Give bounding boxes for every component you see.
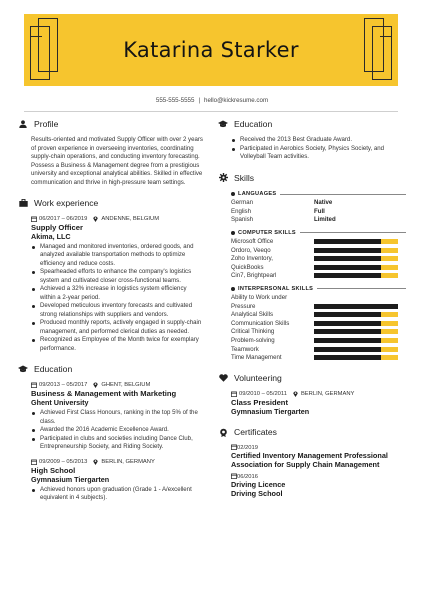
skill-level-bar — [314, 273, 398, 278]
skill-level-fill — [314, 329, 381, 334]
job-role: Supply Officer — [31, 222, 83, 232]
list-item: Recognized as Employee of the Month twice for exemplary performance. — [31, 336, 203, 353]
skill-row — [218, 237, 406, 246]
education-title: Education — [34, 364, 73, 375]
education-school: Gymnasium Tiergarten — [31, 474, 110, 484]
skill-level-fill — [314, 256, 381, 261]
education-heading — [18, 363, 203, 375]
skill-level-bar — [314, 338, 398, 343]
skill-level-bar — [314, 304, 398, 309]
certificate-name: Certified Inventory Management Professional — [231, 451, 388, 460]
skill-level: Native — [314, 199, 333, 207]
skill-name: Zoho Inventory, — [231, 255, 273, 263]
certificate-date: 06/2016 — [237, 474, 258, 481]
decorative-line — [380, 36, 392, 37]
volunteering-title: Volunteering — [234, 373, 282, 383]
education-meta — [18, 381, 203, 389]
skill-name: English — [231, 207, 251, 215]
divider — [317, 288, 406, 289]
profile-summary: Results-oriented and motivated Supply Officer with over 2 years of proven experience in overseeing inventories, coordinating supply-chain operations, and conducting inventory forecasting. Possess a Business & Management degree from a prestigious university and exceptional analytical abilities. Skilled in effective communication and thrive in high-pressure team settings. — [31, 136, 203, 186]
skill-level-fill — [314, 304, 398, 309]
skill-level-bar — [314, 248, 398, 253]
language-row — [218, 207, 406, 216]
bullet-dot — [231, 192, 235, 196]
job-meta — [18, 215, 203, 223]
skill-name: Pressure — [231, 302, 256, 310]
education-continued-heading — [218, 118, 406, 130]
list-item: Spearheaded efforts to enhance the company's logistics system and cultivated closer cross-functional teams. — [31, 268, 203, 285]
education-continued-title: Education — [234, 119, 273, 129]
skill-level-bar — [314, 355, 398, 360]
skill-level-fill — [314, 347, 381, 352]
skill-level-bar — [314, 321, 398, 326]
decorative-line — [30, 36, 42, 37]
location-pin-icon — [93, 382, 99, 388]
skill-level-fill — [314, 312, 381, 317]
interpersonal-skills-subheading — [218, 284, 406, 293]
skill-name: Spanish — [231, 216, 254, 224]
skill-row — [218, 293, 406, 302]
list-item: Participated in Aerobics Society, Physics Society, and Volleyball Team activities. — [231, 145, 406, 162]
skill-name: Teamwork — [231, 345, 259, 353]
skill-row — [218, 263, 406, 272]
location-pin-icon — [93, 459, 99, 465]
skill-row — [218, 353, 406, 362]
skill-level-fill — [314, 248, 381, 253]
divider — [300, 232, 406, 233]
contact-line — [0, 97, 424, 104]
education-degree: Business & Management with Marketing — [31, 389, 177, 399]
calendar-icon — [31, 382, 37, 388]
skill-row — [218, 246, 406, 255]
certificates-heading — [218, 426, 406, 438]
profile-title: Profile — [34, 119, 59, 129]
skill-name: Problem-solving — [231, 337, 275, 345]
languages-title: LANGUAGES — [238, 191, 277, 197]
skill-row — [218, 345, 406, 354]
volunteering-role: Class President — [231, 398, 288, 407]
work-heading — [18, 197, 203, 209]
person-icon — [18, 119, 28, 129]
languages-subheading — [218, 190, 406, 199]
skill-level-fill — [314, 239, 381, 244]
education-continued-bullets — [218, 136, 406, 162]
work-title: Work experience — [34, 197, 99, 208]
calendar-icon — [231, 391, 237, 397]
education-dates: 09/2013 – 05/2017 — [39, 382, 88, 389]
skill-level: Full — [314, 207, 325, 215]
certificate-badge-icon — [218, 427, 228, 437]
list-item: Achieved a 32% increase in logistics system efficiency within a 2-year period. — [31, 285, 203, 302]
list-item: Received the 2013 Best Graduate Award. — [231, 136, 406, 145]
volunteering-heading — [218, 372, 406, 384]
skill-level-bar — [314, 256, 398, 261]
header-divider — [24, 111, 398, 112]
certificate-issuer: Driving School — [231, 488, 283, 498]
skill-level-fill — [314, 273, 381, 278]
list-item: Managed and monitored inventories, ordered goods, and analyzed available transportation methods to optimize efficiency and reduce costs. — [31, 243, 203, 269]
skill-row — [218, 254, 406, 263]
location-pin-icon — [293, 391, 299, 397]
skill-row — [218, 319, 406, 328]
gear-icon — [218, 173, 228, 183]
skill-row — [218, 336, 406, 345]
skill-name: Microsoft Office — [231, 238, 274, 246]
skill-row — [218, 302, 406, 311]
left-column — [18, 118, 203, 503]
profile-heading — [18, 118, 203, 130]
divider — [280, 194, 406, 195]
heart-icon — [218, 373, 228, 383]
volunteering-location: BERLIN, GERMANY — [300, 391, 355, 397]
skill-name: Analytical Skills — [231, 311, 273, 319]
skills-heading — [218, 172, 406, 184]
computer-skills-title: COMPUTER SKILLS — [238, 229, 296, 236]
candidate-name: Katarina Starker — [123, 38, 299, 62]
certificate-date: 02/2019 — [237, 445, 258, 451]
skill-level-fill — [314, 321, 381, 326]
skills-title: Skills — [234, 172, 255, 183]
calendar-icon — [31, 216, 37, 222]
education-bullets — [18, 486, 203, 503]
list-item: Participated in clubs and societies including Dance Club, Entrepreneurship Society, and Riding Society. — [31, 435, 203, 452]
interpersonal-skills-title: INTERPERSONAL SKILLS — [238, 285, 314, 292]
skill-level-bar — [314, 239, 398, 244]
briefcase-icon — [18, 198, 28, 208]
education-degree: High School — [31, 465, 76, 475]
job-company: Akima, LLC — [31, 231, 71, 241]
skill-name: QuickBooks — [231, 263, 264, 271]
phone-number: 555-555-5555 — [155, 97, 195, 104]
skill-level-bar — [314, 312, 398, 317]
list-item: Achieved honors upon graduation (Grade 1 - A/excellent equivalent in 4 subjects). — [31, 486, 203, 503]
computer-skills-subheading — [218, 228, 406, 237]
skill-level-fill — [314, 355, 381, 360]
certificate-name: Driving Licence — [231, 480, 286, 490]
education-meta — [18, 458, 203, 466]
job-bullets — [18, 243, 203, 354]
skill-name: Ordoro, Veeqo — [231, 246, 271, 254]
list-item: Achieved First Class Honours, ranking in the top 5% of the class. — [31, 409, 203, 426]
list-item: Produced monthly reports, actively engaged in supply-chain management, and performed clerical duties as needed. — [31, 319, 203, 336]
skill-level-bar — [314, 329, 398, 334]
certificates-title: Certificates — [234, 427, 277, 437]
skill-name: Ability to Work under — [231, 294, 288, 302]
email-address[interactable]: hello@kickresume.com — [204, 97, 269, 104]
calendar-icon — [31, 459, 37, 465]
education-bullets — [18, 409, 203, 452]
skill-name: German — [231, 199, 254, 207]
education-school: Ghent University — [31, 398, 89, 408]
location-pin-icon — [93, 216, 99, 222]
bullet-dot — [231, 231, 235, 235]
skill-level-fill — [314, 265, 381, 270]
skill-name: Time Management — [231, 354, 282, 362]
graduation-cap-icon — [18, 364, 28, 374]
skill-level: Limited — [314, 216, 336, 224]
skill-row — [218, 272, 406, 281]
job-dates: 06/2017 – 06/2019 — [39, 215, 88, 222]
education-location: GHENT, BELGIUM — [101, 382, 151, 389]
graduation-cap-icon — [218, 119, 228, 129]
skill-row — [218, 328, 406, 337]
list-item: Awarded the 2016 Academic Excellence Award. — [31, 426, 203, 435]
right-column — [218, 118, 406, 498]
skill-row — [218, 310, 406, 319]
volunteering-org: Gymnasium Tiergarten — [231, 407, 310, 416]
contact-separator: | — [198, 97, 201, 104]
language-row — [218, 199, 406, 208]
bullet-dot — [231, 287, 235, 291]
job-location: ANDENNE, BELGIUM — [101, 215, 160, 222]
volunteering-meta — [218, 390, 406, 398]
skill-level-bar — [314, 265, 398, 270]
skill-name: Cin7, Brightpearl — [231, 272, 277, 280]
header-banner — [24, 14, 398, 86]
skill-name: Communication Skills — [231, 319, 290, 327]
volunteering-dates: 09/2010 – 05/2011 — [239, 391, 287, 397]
language-row — [218, 216, 406, 225]
education-location: BERLIN, GERMANY — [101, 458, 155, 465]
skill-name: Critical Thinking — [231, 328, 275, 336]
skill-level-fill — [314, 338, 381, 343]
certificate-issuer: Association for Supply Chain Management — [231, 459, 380, 469]
education-dates: 09/2009 – 05/2013 — [39, 458, 88, 465]
list-item: Developed meticulous inventory forecasts and cultivated strong relationships with suppliers and vendors. — [31, 302, 203, 319]
skill-level-bar — [314, 347, 398, 352]
